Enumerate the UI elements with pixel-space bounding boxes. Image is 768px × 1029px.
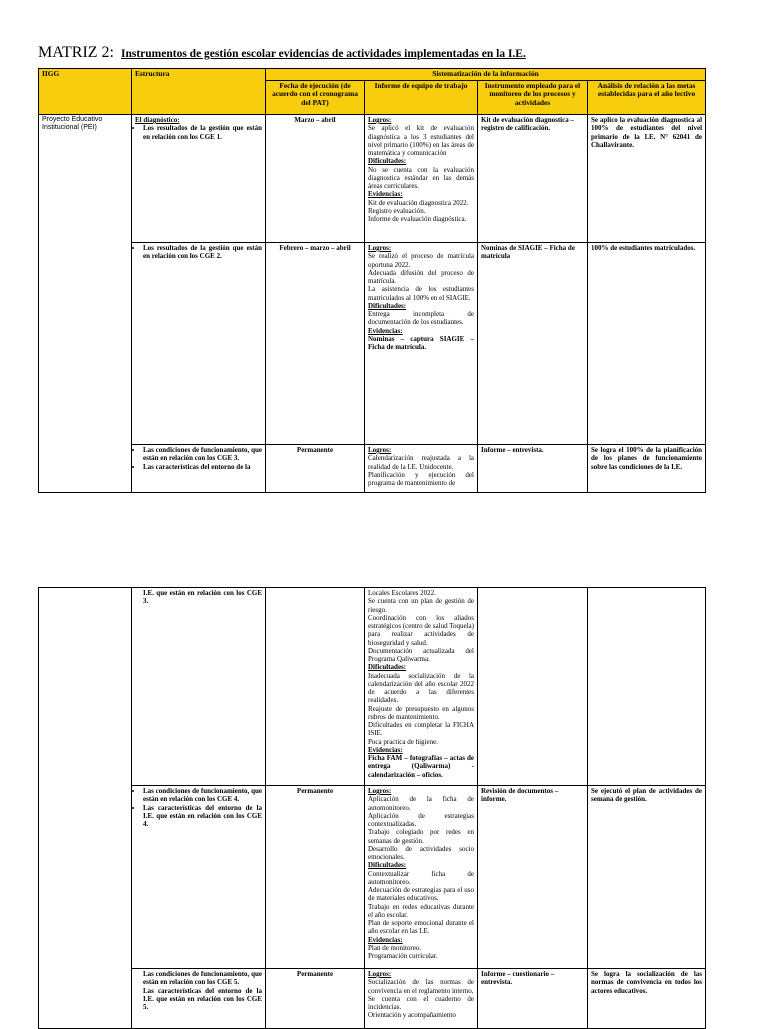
instrumento-cell: Informe – entrevista. [478, 445, 588, 493]
dificultad-text: Trabajo en redes educativas durante el año escolar. [368, 902, 474, 919]
fecha-cell: Permanente [266, 445, 365, 493]
informe-cell [365, 445, 478, 493]
table-row-continued [39, 588, 706, 786]
informe-cell [365, 786, 478, 969]
estructura-item: • Las características del entorno de la I.E. que están en relación con los CGE 5. [143, 987, 262, 1012]
logro-text: Desarrollo de actividades socio emocionales. [368, 844, 474, 861]
logro-text: Adecuada difusión del proceso de matrícula. [368, 268, 474, 285]
logro-text: Se realizó el proceso de matrícula oportuna 2022. [368, 252, 474, 269]
estructura-cell [132, 588, 266, 786]
logro-text: Se cuenta con el cuaderno de incidencias. [368, 994, 474, 1011]
estructura-item: • Las condiciones de funcionamiento, que están en relación con los CGE 3. [143, 446, 262, 463]
logros-label: Logros: [368, 244, 392, 252]
logro-text: Orientación y acompañamiento [368, 1011, 456, 1020]
evidencia-text: Nominas – captura SIAGIE – Ficha de matrícula. [368, 334, 474, 351]
evidencia-text: Programación curricular. [368, 952, 438, 960]
informe-cell [365, 243, 478, 445]
estructura-item: • Las características del entorno de la [143, 463, 262, 471]
estructura-cell [132, 445, 266, 493]
header-estructura: Estructura [132, 69, 266, 115]
header-instrumento: Instrumento empleado para el monitoreo de los procesos y actividades [478, 81, 588, 115]
informe-cell [365, 588, 478, 786]
header-analisis: Análisis de relación a las metas establecidas para el año lectivo [588, 81, 706, 115]
evidencias-label: Evidencias: [368, 935, 403, 944]
logro-text: La asistencia de los estudiantes matriculados al 100% en el SIAGIE. [368, 285, 474, 302]
instrumento-cell: Revisión de documentos – informe. [478, 786, 588, 969]
header-row-1 [39, 69, 706, 81]
instrumento-cell: Kit de evaluación diagnostica – registro de calificación. [478, 115, 588, 243]
dificultad-text: Contextualizar ficha de automonitoreo. [368, 869, 474, 886]
title-text: Instrumentos de gestión escolar evidencias de actividades implementadas en la I.E. [121, 48, 526, 60]
logros-label: Logros: [368, 116, 392, 124]
informe-cell [365, 115, 478, 243]
estructura-cell [132, 969, 266, 1029]
dificultades-label: Dificultades: [368, 663, 407, 672]
fecha-cell: Permanente [266, 786, 365, 969]
iigg-cell: Proyecto Educativo Institucional (PEI) [39, 115, 132, 493]
evidencia-text: Informe de evaluación diagnóstica. [368, 215, 467, 223]
evidencia-text: Kit de evaluación diagnostica 2022. [368, 198, 469, 207]
logros-label: Logros: [368, 970, 392, 978]
instrumento-cell: Nominas de SIAGIE – Ficha de matrícula [478, 243, 588, 445]
dificultades-label: Dificultades: [368, 157, 407, 166]
analisis-cell: Se ejecutó el plan de actividades de semana de gestión. [588, 786, 706, 969]
header-iigg: IIGG [39, 69, 132, 115]
table-row [39, 786, 706, 969]
header-fecha: Fecha de ejecución (de acuerdo con el cronograma del PAT) [266, 81, 365, 115]
logro-text: Calendarización reajustada a la realidad de la I.E. Unidocente. [368, 454, 474, 471]
logro-text: Documentación actualizada del Programa Qaliwarma. [368, 646, 474, 663]
evidencia-text: Ficha FAM – fotografías – actas de entrega (Qaliwarma) - calendarización – oficios. [368, 754, 474, 779]
analisis-cell: Se logra el 100% de la planificación de los planes de funcionamiento sobre las condiciones de la I.E. [588, 445, 706, 493]
fecha-cell: Permanente [266, 969, 365, 1029]
estructura-item: • Las condiciones de funcionamiento, que están en relación con los CGE 5. [143, 970, 262, 987]
fecha-cell-empty [266, 588, 365, 786]
iigg-cell-empty [39, 588, 132, 1029]
logro-text: Se cuenta con un plan de gestión de riesgo. [368, 597, 474, 614]
evidencia-text: Registro evaluación. [368, 206, 426, 215]
estructura-item: • Los resultados de la gestión que están en relación con los CGE 1. [143, 124, 262, 141]
dificultades-label: Dificultades: [368, 301, 407, 310]
table-row [39, 445, 706, 493]
dificultad-text: No se cuenta con la evaluación diagnostica estándar en las demás áreas curriculares. [368, 165, 474, 190]
evidencia-text: Plan de monitoreo. [368, 943, 422, 952]
logros-label: Logros: [368, 446, 392, 454]
logro-text: Locales Escolares 2022. [368, 589, 436, 597]
analisis-cell-empty [588, 588, 706, 786]
estructura-item: I.E. que están en relación con los CGE 3. [143, 589, 262, 606]
dificultad-text: Reajuste de presupuesto en algunos rubros de mantenimiento. [368, 704, 474, 721]
table-row [39, 115, 706, 243]
evidencias-label: Evidencias: [368, 326, 403, 335]
estructura-item: • Las condiciones de funcionamiento, que están en relación con los CGE 4. [143, 787, 262, 804]
logro-text: Socialización de las normas de convivencia en el reglamento interno. [368, 978, 474, 995]
logro-text: Se aplicó el kit de evaluación diagnóstica a los 3 estudiantes del nivel primario (100%) en las áreas de matemática y comunicación [368, 124, 474, 157]
logro-text: Aplicación de la ficha de automonitoreo. [368, 795, 474, 812]
logro-text: Planificación y ejecución del programa de mantenimiento de [368, 470, 474, 487]
dificultad-text: Adecuación de estrategias para el uso de materiales educativos. [368, 886, 474, 903]
estructura-cell [132, 243, 266, 445]
estructura-cell [132, 786, 266, 969]
estructura-item: • Las características del entorno de la I.E. que están en relación con los CGE 4. [143, 804, 262, 829]
table-row [39, 243, 706, 445]
dificultad-text: Entrega incompleta de documentación de los estudiantes. [368, 310, 474, 327]
matrix-table-page-1 [38, 68, 706, 493]
dificultad-text: Poca practica de higiene. [368, 737, 438, 746]
logro-text: Trabajo colegiado por redes en semanas de gestión. [368, 828, 474, 845]
logros-label: Logros: [368, 787, 392, 795]
page-title [38, 44, 526, 62]
estructura-title: El diagnóstico: [135, 116, 180, 124]
informe-cell [365, 969, 478, 1029]
title-prefix: MATRIZ 2: [38, 44, 114, 61]
header-informe: Informe de equipo de trabajo [365, 81, 478, 115]
dificultades-label: Dificultades: [368, 861, 407, 870]
fecha-cell: Febrero – marzo – abril [266, 243, 365, 445]
estructura-cell [132, 115, 266, 243]
logro-text: Aplicación de estrategias contextualizadas. [368, 811, 474, 828]
fecha-cell: Marzo – abril [266, 115, 365, 243]
dificultad-text: Plan de soporte emocional durante el año escolar en las I.E. [368, 919, 474, 936]
analisis-cell: 100% de estudiantes matriculados. [588, 243, 706, 445]
dificultad-text: Inadecuada socialización de la calendarización del año escolar 2022 de acuerdo a las diferentes realidades. [368, 671, 474, 705]
analisis-cell: Se logra la socialización de las normas de convivencia en todos los actores educativos. [588, 969, 706, 1029]
matrix-table-page-2 [38, 587, 706, 1029]
evidencias-label: Evidencias: [368, 745, 403, 754]
instrumento-cell: Informe – cuestionario – entrevista. [478, 969, 588, 1029]
logro-text: Coordinación con los aliados estratégicos (centro de salud Toquela) para realizar actividades de bioseguridad y salud. [368, 613, 474, 647]
estructura-item: • Los resultados de la gestión que están en relación con los CGE 2. [143, 244, 262, 261]
instrumento-cell-empty [478, 588, 588, 786]
analisis-cell: Se aplico la evaluación diagnostica al 100% de estudiantes del nivel primario de la I.E. N° 62041 de Challavirante. [588, 115, 706, 243]
table-row [39, 969, 706, 1029]
header-sistematizacion: Sistematización de la información [266, 69, 706, 81]
evidencias-label: Evidencias: [368, 190, 403, 199]
dificultad-text: Dificultades en completar la FICHA ISIE. [368, 721, 474, 738]
